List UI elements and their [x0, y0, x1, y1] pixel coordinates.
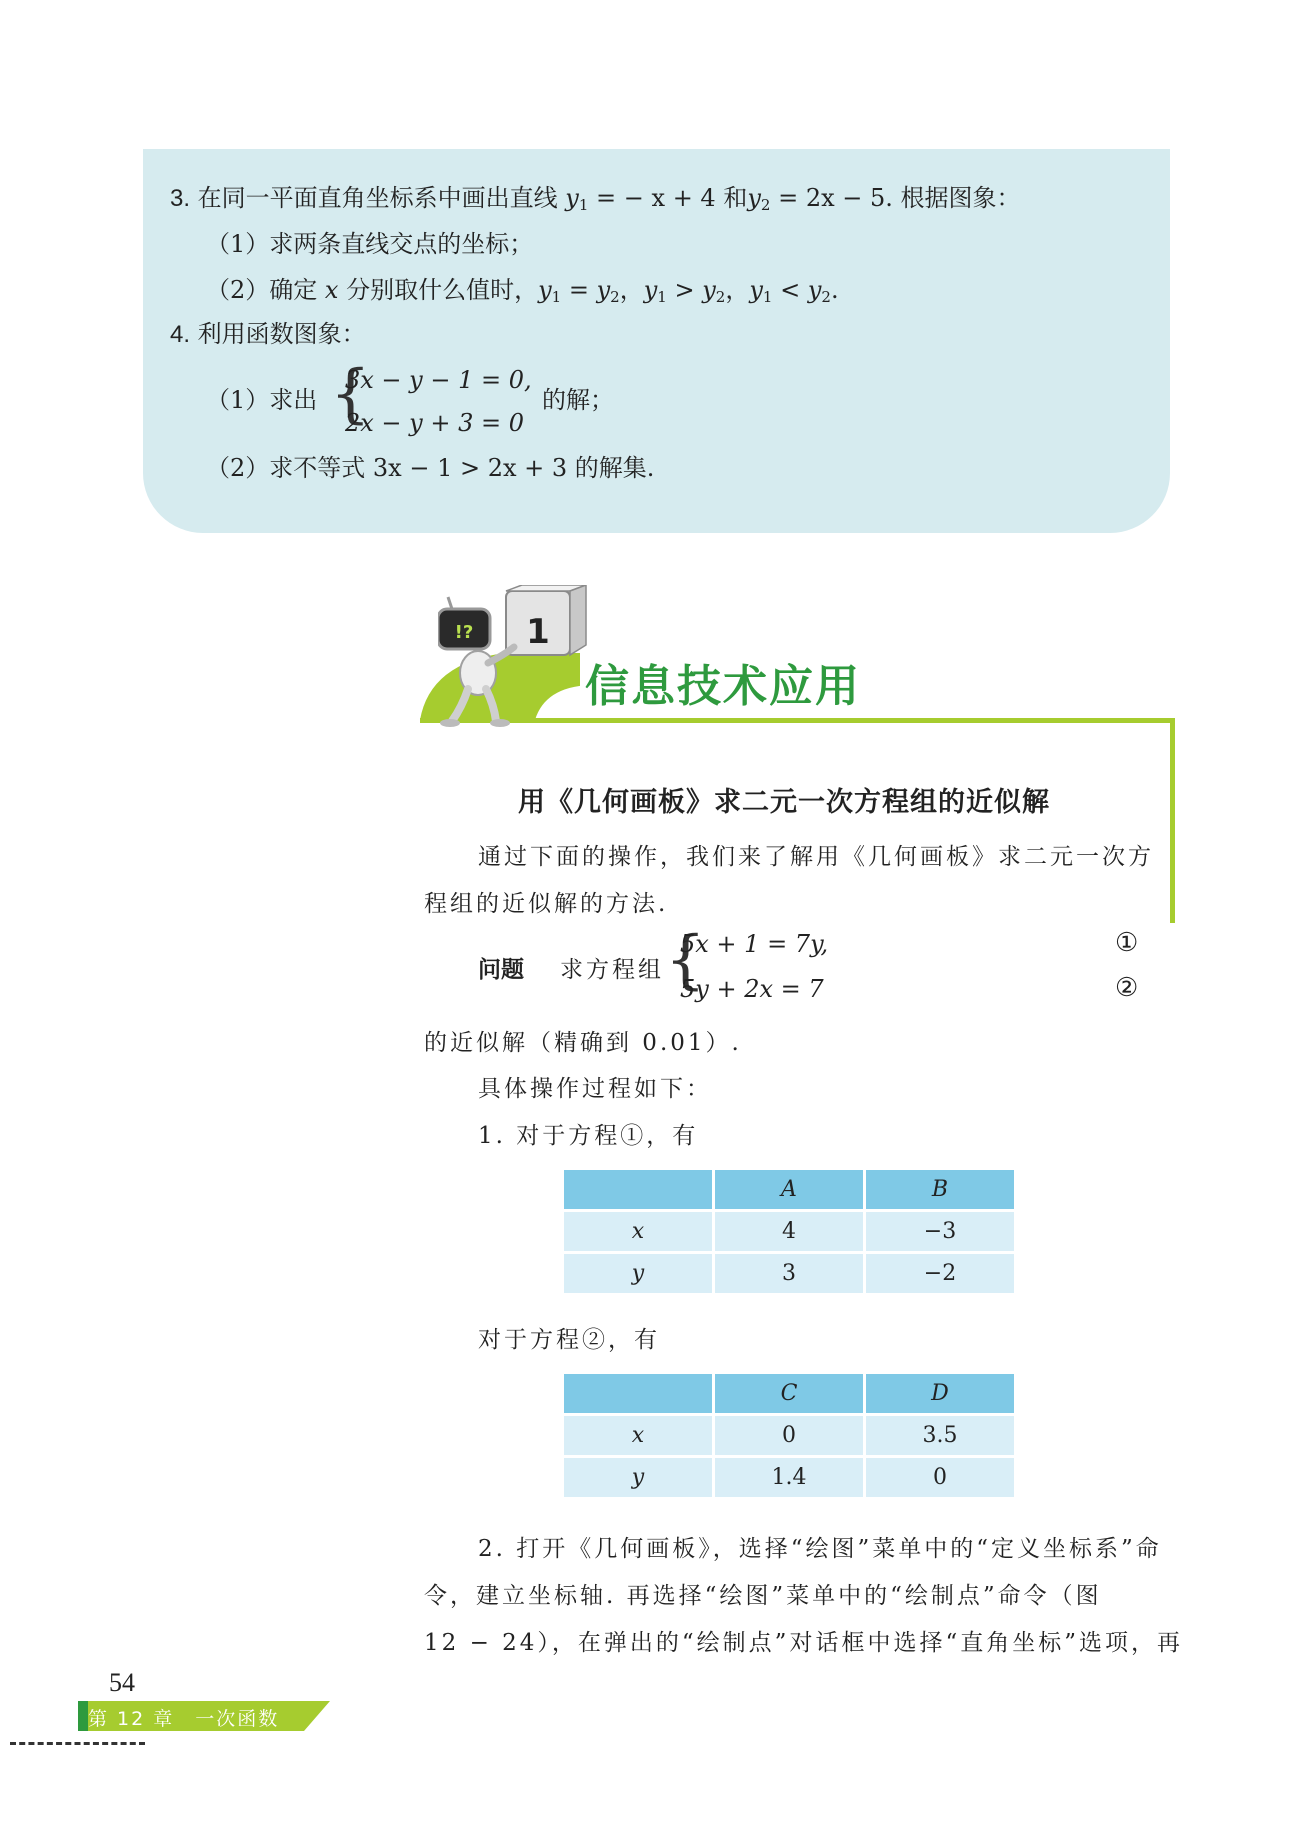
table-header-cell: A: [715, 1170, 863, 1209]
table-header-cell: D: [866, 1374, 1014, 1413]
table-header-cell: [564, 1374, 712, 1413]
intro-line-1: 通过下面的操作，我们来了解用《几何画板》求二元一次方: [478, 844, 1154, 870]
section-header-title: 信息技术应用: [585, 661, 861, 712]
robot-mascot-icon: [438, 585, 588, 730]
table-cell: 0: [715, 1416, 863, 1455]
table-header-cell: C: [715, 1374, 863, 1413]
table-header-row: [564, 1374, 1014, 1413]
table-cell: −2: [866, 1254, 1014, 1293]
table-cell: 4: [715, 1212, 863, 1251]
step-1b: 对于方程②，有: [478, 1327, 660, 1353]
table-cell: y: [564, 1254, 712, 1293]
exercise-4-part-2: （2）求不等式 3x − 1 > 2x + 3 的解集.: [206, 454, 655, 482]
table-cell: x: [564, 1212, 712, 1251]
exercise-3-part-1: （1）求两条直线交点的坐标；: [206, 230, 534, 258]
problem-label: 问题: [478, 957, 524, 983]
table-cell: x: [564, 1416, 712, 1455]
step-2-line-3: 12 − 24），在弹出的“绘制点”对话框中选择“直角坐标”选项，再: [424, 1630, 1183, 1656]
table-row: [564, 1212, 1014, 1251]
equation-2: 5y + 2x = 7: [680, 975, 824, 1003]
section-title: 用《几何画板》求二元一次方程组的近似解: [518, 787, 1050, 818]
step-2-line-2: 令，建立坐标轴. 再选择“绘图”菜单中的“绘制点”命令（图: [424, 1583, 1102, 1609]
precision-note: 的近似解（精确到 0.01）.: [424, 1030, 742, 1056]
table-cell: 3: [715, 1254, 863, 1293]
table-row: [564, 1416, 1014, 1455]
table-cell: 0: [866, 1458, 1014, 1497]
exercise-4-part-1-tail: 的解；: [542, 386, 614, 414]
system-eq-1: 3x − y − 1 = 0,: [345, 366, 532, 394]
svg-text:!?: !?: [454, 622, 474, 643]
system-brace: {: [330, 357, 371, 431]
equation-1: 5x + 1 = 7y,: [680, 930, 829, 958]
page-number: 54: [109, 1668, 135, 1697]
steps-intro: 具体操作过程如下：: [478, 1076, 712, 1102]
table-cell: y: [564, 1458, 712, 1497]
problem-text: 求方程组: [560, 957, 664, 983]
intro-line-2: 程组的近似解的方法.: [424, 891, 669, 917]
chapter-label: 第 12 章 一次函数: [88, 1708, 280, 1730]
equation-2-marker: ②: [1115, 973, 1139, 1003]
footer-dashes: [10, 1742, 145, 1745]
table-row: [564, 1458, 1014, 1497]
table-equation-2: [561, 1371, 1017, 1500]
header-side-rule: [1170, 718, 1175, 923]
problem-brace: {: [665, 923, 706, 997]
equation-1-marker: ①: [1115, 928, 1139, 958]
step-1: 1. 对于方程①，有: [478, 1123, 699, 1149]
table-header-cell: B: [866, 1170, 1014, 1209]
table-cell: 1.4: [715, 1458, 863, 1497]
table-header-cell: [564, 1170, 712, 1209]
exercise-4: 4. 利用函数图象：: [170, 320, 366, 348]
exercise-3: 3. 在同一平面直角坐标系中画出直线 $y_1$ = − x + 4 和$y_2 = 2x - 5$. 根据图象：: [170, 184, 1021, 214]
table-header-row: [564, 1170, 1014, 1209]
system-eq-2: 2x − y + 3 = 0: [345, 409, 525, 437]
step-2-line-1: 2. 打开《几何画板》，选择“绘图”菜单中的“定义坐标系”命: [478, 1536, 1162, 1562]
exercise-4-part-1-label: （1）求出: [206, 386, 318, 414]
table-equation-1: [561, 1167, 1017, 1296]
exercise-3-part-2: （2）确定 x 分别取什么值时，$y_1 = y_2$，$y_1 > y_2$，$y_1 < y_2$.: [206, 276, 839, 306]
svg-text:1: 1: [526, 612, 550, 652]
table-cell: 3.5: [866, 1416, 1014, 1455]
table-cell: −3: [866, 1212, 1014, 1251]
table-row: [564, 1254, 1014, 1293]
